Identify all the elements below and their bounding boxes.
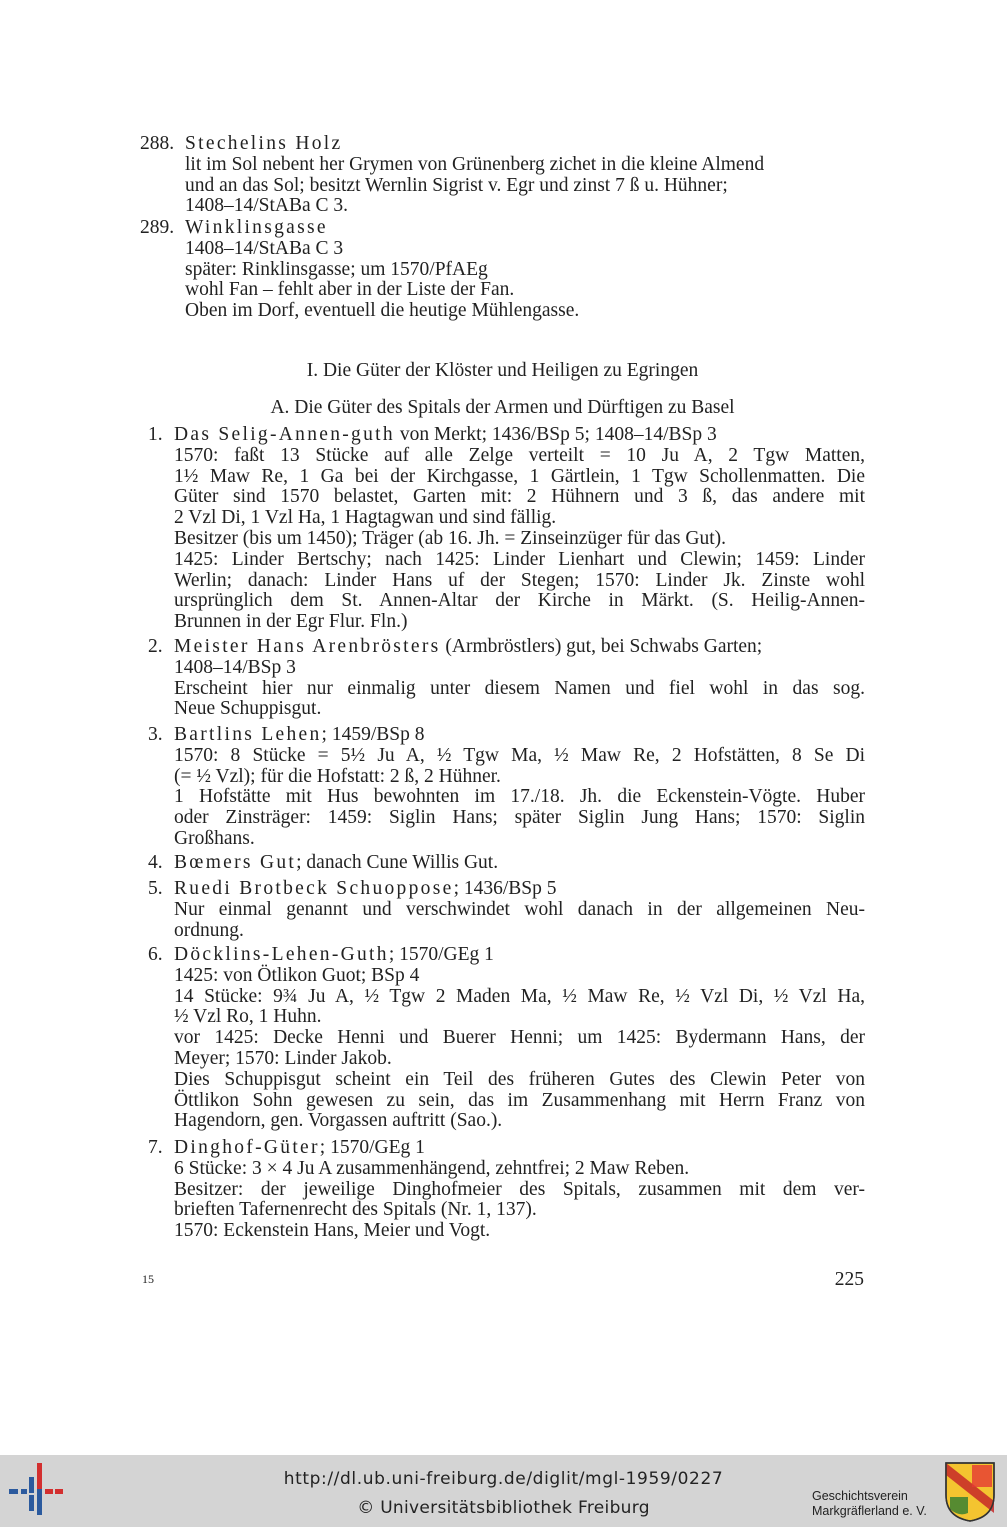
page-number: 225 xyxy=(834,1269,864,1290)
entry-line: Oben im Dorf, eventuell die heutige Mühlengasse. xyxy=(185,300,580,322)
entry xyxy=(140,134,865,217)
entry-number: 1. xyxy=(148,424,163,445)
entry xyxy=(148,425,865,633)
entry-number: 6. xyxy=(148,944,163,965)
entry-line: wohl Fan – fehlt aber in der Liste der Fan. xyxy=(185,279,515,301)
entry-title: Bœmers Gut xyxy=(174,852,297,873)
entry xyxy=(148,1138,865,1242)
entry-line: ursprünglich dem St. Annen-Altar der Kirche in Märkt. (S. Heilig-Annen- xyxy=(174,590,865,612)
subsection-heading: A. Die Güter des Spitals der Armen und Dürftigen zu Basel xyxy=(270,397,735,418)
signature-mark: 15 xyxy=(142,1272,154,1286)
coat-of-arms-icon xyxy=(944,1461,996,1523)
entry-number: 288. xyxy=(140,133,175,154)
entry-number: 5. xyxy=(148,878,163,899)
entry-line: Öttlikon Sohn gewesen zu sein, das im Zusammenhang mit Herrn Franz von xyxy=(174,1089,865,1111)
entry-line: 6 Stücke: 3 × 4 Ju A zusammenhängend, zehntfrei; 2 Maw Reben. xyxy=(174,1157,690,1179)
entry-line: und an das Sol; besitzt Wernlin Sigrist v. Egr und zinst 7 ß u. Hühner; xyxy=(185,174,728,196)
entry-headline-rest: ; 1459/BSp 8 xyxy=(321,724,425,745)
entry-line: Besitzer (bis um 1450); Träger (ab 16. Jh. = Zinseinzüger für das Gut). xyxy=(174,527,727,549)
entry-line: oder Zinsträger: 1459: Siglin Hans; später Siglin Jung Hans; 1570: Siglin xyxy=(174,807,865,829)
entry-headline xyxy=(148,853,865,874)
entry-line: Nur einmal genannt und verschwindet wohl danach in der allgemeinen Neu- xyxy=(174,898,865,920)
entry-line: Güter sind 1570 belastet, Garten mit: 2 Hühnern und 3 ß, das andere mit xyxy=(174,486,865,508)
entry-line: ½ Vzl Ro, 1 Huhn. xyxy=(174,1006,322,1028)
entry-line: 14 Stücke: 9¾ Ju A, ½ Tgw 2 Maden Ma, ½ Maw Re, ½ Vzl Di, ½ Vzl Ha, xyxy=(174,985,865,1007)
entry-line: 1570: faßt 13 Stücke auf alle Zelge verteilt = 10 Ju A, 2 Tgw Matten, xyxy=(174,444,865,466)
entry-title: Das Selig-Annen-guth xyxy=(174,424,395,445)
entry-headline-rest: (Armbröstlers) gut, bei Schwabs Garten; xyxy=(440,636,763,657)
entry-number: 2. xyxy=(148,636,163,657)
entry-line: Brunnen in der Egr Flur. Fln.) xyxy=(174,611,408,633)
entry-headline-rest: von Merkt; 1436/BSp 5; 1408–14/BSp 3 xyxy=(394,424,717,445)
entry-headline xyxy=(148,879,865,900)
society-name xyxy=(812,1489,927,1519)
entry-number: 289. xyxy=(140,217,175,238)
entry-line: (= ½ Vzl); für die Hofstatt: 2 ß, 2 Hühner. xyxy=(174,765,501,787)
copyright-text: © Universitätsbibliothek Freiburg xyxy=(357,1498,650,1518)
entry-headline xyxy=(148,725,865,746)
society-line-1: Geschichtsverein xyxy=(812,1489,908,1503)
entry xyxy=(148,879,865,941)
entry-line: Hagendorn, gen. Vorgassen auftritt (Sao.). xyxy=(174,1110,503,1132)
entry-line: 1408–14/BSp 3 xyxy=(174,656,296,678)
entry-line: 1425: Linder Bertschy; nach 1425: Linder Lienhart und Clewin; 1459: Linder xyxy=(174,548,865,570)
entry-line: Werlin; danach: Linder Hans uf der Stegen; 1570: Linder Jk. Zinste wohl xyxy=(174,569,865,591)
entry-line: 1570: Eckenstein Hans, Meier und Vogt. xyxy=(174,1220,491,1242)
entry-line: 1570: 8 Stücke = 5½ Ju A, ½ Tgw Ma, ½ Maw Re, 2 Hofstätten, 8 Se Di xyxy=(174,744,865,766)
entry-line: Besitzer: der jeweilige Dinghofmeier des Spitals, zusammen mit dem ver- xyxy=(174,1178,865,1200)
entry-line: Meyer; 1570: Linder Jakob. xyxy=(174,1047,392,1069)
entry xyxy=(148,945,865,1132)
entry-line: Dies Schuppisgut scheint ein Teil des früheren Gutes des Clewin Peter von xyxy=(174,1068,865,1090)
entry-title: Stechelins Holz xyxy=(185,133,343,154)
entry-number: 4. xyxy=(148,852,163,873)
entry xyxy=(148,725,865,850)
entry-headline xyxy=(140,134,865,155)
entry-line: Erscheint hier nur einmalig unter diesem Namen und fiel wohl in das sog. xyxy=(174,677,865,699)
section-heading: I. Die Güter der Klöster und Heiligen zu Egringen xyxy=(306,360,699,381)
entry-line: 1425: von Ötlikon Guot; BSp 4 xyxy=(174,964,420,986)
entry-line: 1½ Maw Re, 1 Ga bei der Kirchgasse, 1 Gärtlein, 1 Tgw Schollenmatten. Die xyxy=(174,465,865,487)
entry-title: Ruedi Brotbeck Schuoppose xyxy=(174,878,454,899)
entry-line: ordnung. xyxy=(174,919,244,941)
source-url-link[interactable]: http://dl.ub.uni-freiburg.de/diglit/mgl-1959/0227 xyxy=(283,1469,724,1489)
entry-line: brieften Tafernenrecht des Spitals (Nr. 1, 137). xyxy=(174,1199,537,1221)
entry-headline xyxy=(148,945,865,966)
entry-headline xyxy=(148,637,865,658)
entry-headline-rest: ; 1570/GEg 1 xyxy=(319,1137,425,1158)
entry-line: 1408–14/StABa C 3 xyxy=(185,237,344,259)
entry-line: 2 Vzl Di, 1 Vzl Ha, 1 Hagtagwan und sind fällig. xyxy=(174,507,557,529)
entry-title: Winklinsgasse xyxy=(185,217,328,238)
entry-headline xyxy=(148,425,865,446)
entry-title: Bartlins Lehen xyxy=(174,724,322,745)
society-line-2: Markgräflerland e. V. xyxy=(812,1504,927,1518)
entry-line: vor 1425: Decke Henni und Buerer Henni; um 1425: Bydermann Hans, der xyxy=(174,1027,865,1049)
entry xyxy=(140,218,865,322)
entry xyxy=(148,637,865,720)
footer-bar xyxy=(0,1455,1007,1527)
entry xyxy=(148,853,865,874)
entry-headline xyxy=(148,1138,865,1159)
entry-line: Neue Schuppisgut. xyxy=(174,698,322,720)
entry-line: 1408–14/StABa C 3. xyxy=(185,195,349,217)
entry-headline xyxy=(140,218,865,239)
entry-number: 3. xyxy=(148,724,163,745)
entry-line: lit im Sol nebent her Grymen von Grünenberg zichet in die kleine Almend xyxy=(185,153,765,175)
entry-number: 7. xyxy=(148,1137,163,1158)
entry-line: 1 Hofstätte mit Hus bewohnten im 17./18. Jh. die Eckenstein-Vögte. Huber xyxy=(174,786,865,808)
entry-headline-rest: ; 1570/GEg 1 xyxy=(388,944,494,965)
entry-title: Dinghof-Güter xyxy=(174,1137,320,1158)
entry-line: Großhans. xyxy=(174,827,255,849)
entry-headline-rest: ; danach Cune Willis Gut. xyxy=(296,852,499,873)
entry-headline-rest: ; 1436/BSp 5 xyxy=(453,878,557,899)
entry-title: Döcklins-Lehen-Guth xyxy=(174,944,389,965)
entry-line: später: Rinklinsgasse; um 1570/PfAEg xyxy=(185,258,488,280)
entry-title: Meister Hans Arenbrösters xyxy=(174,636,441,657)
